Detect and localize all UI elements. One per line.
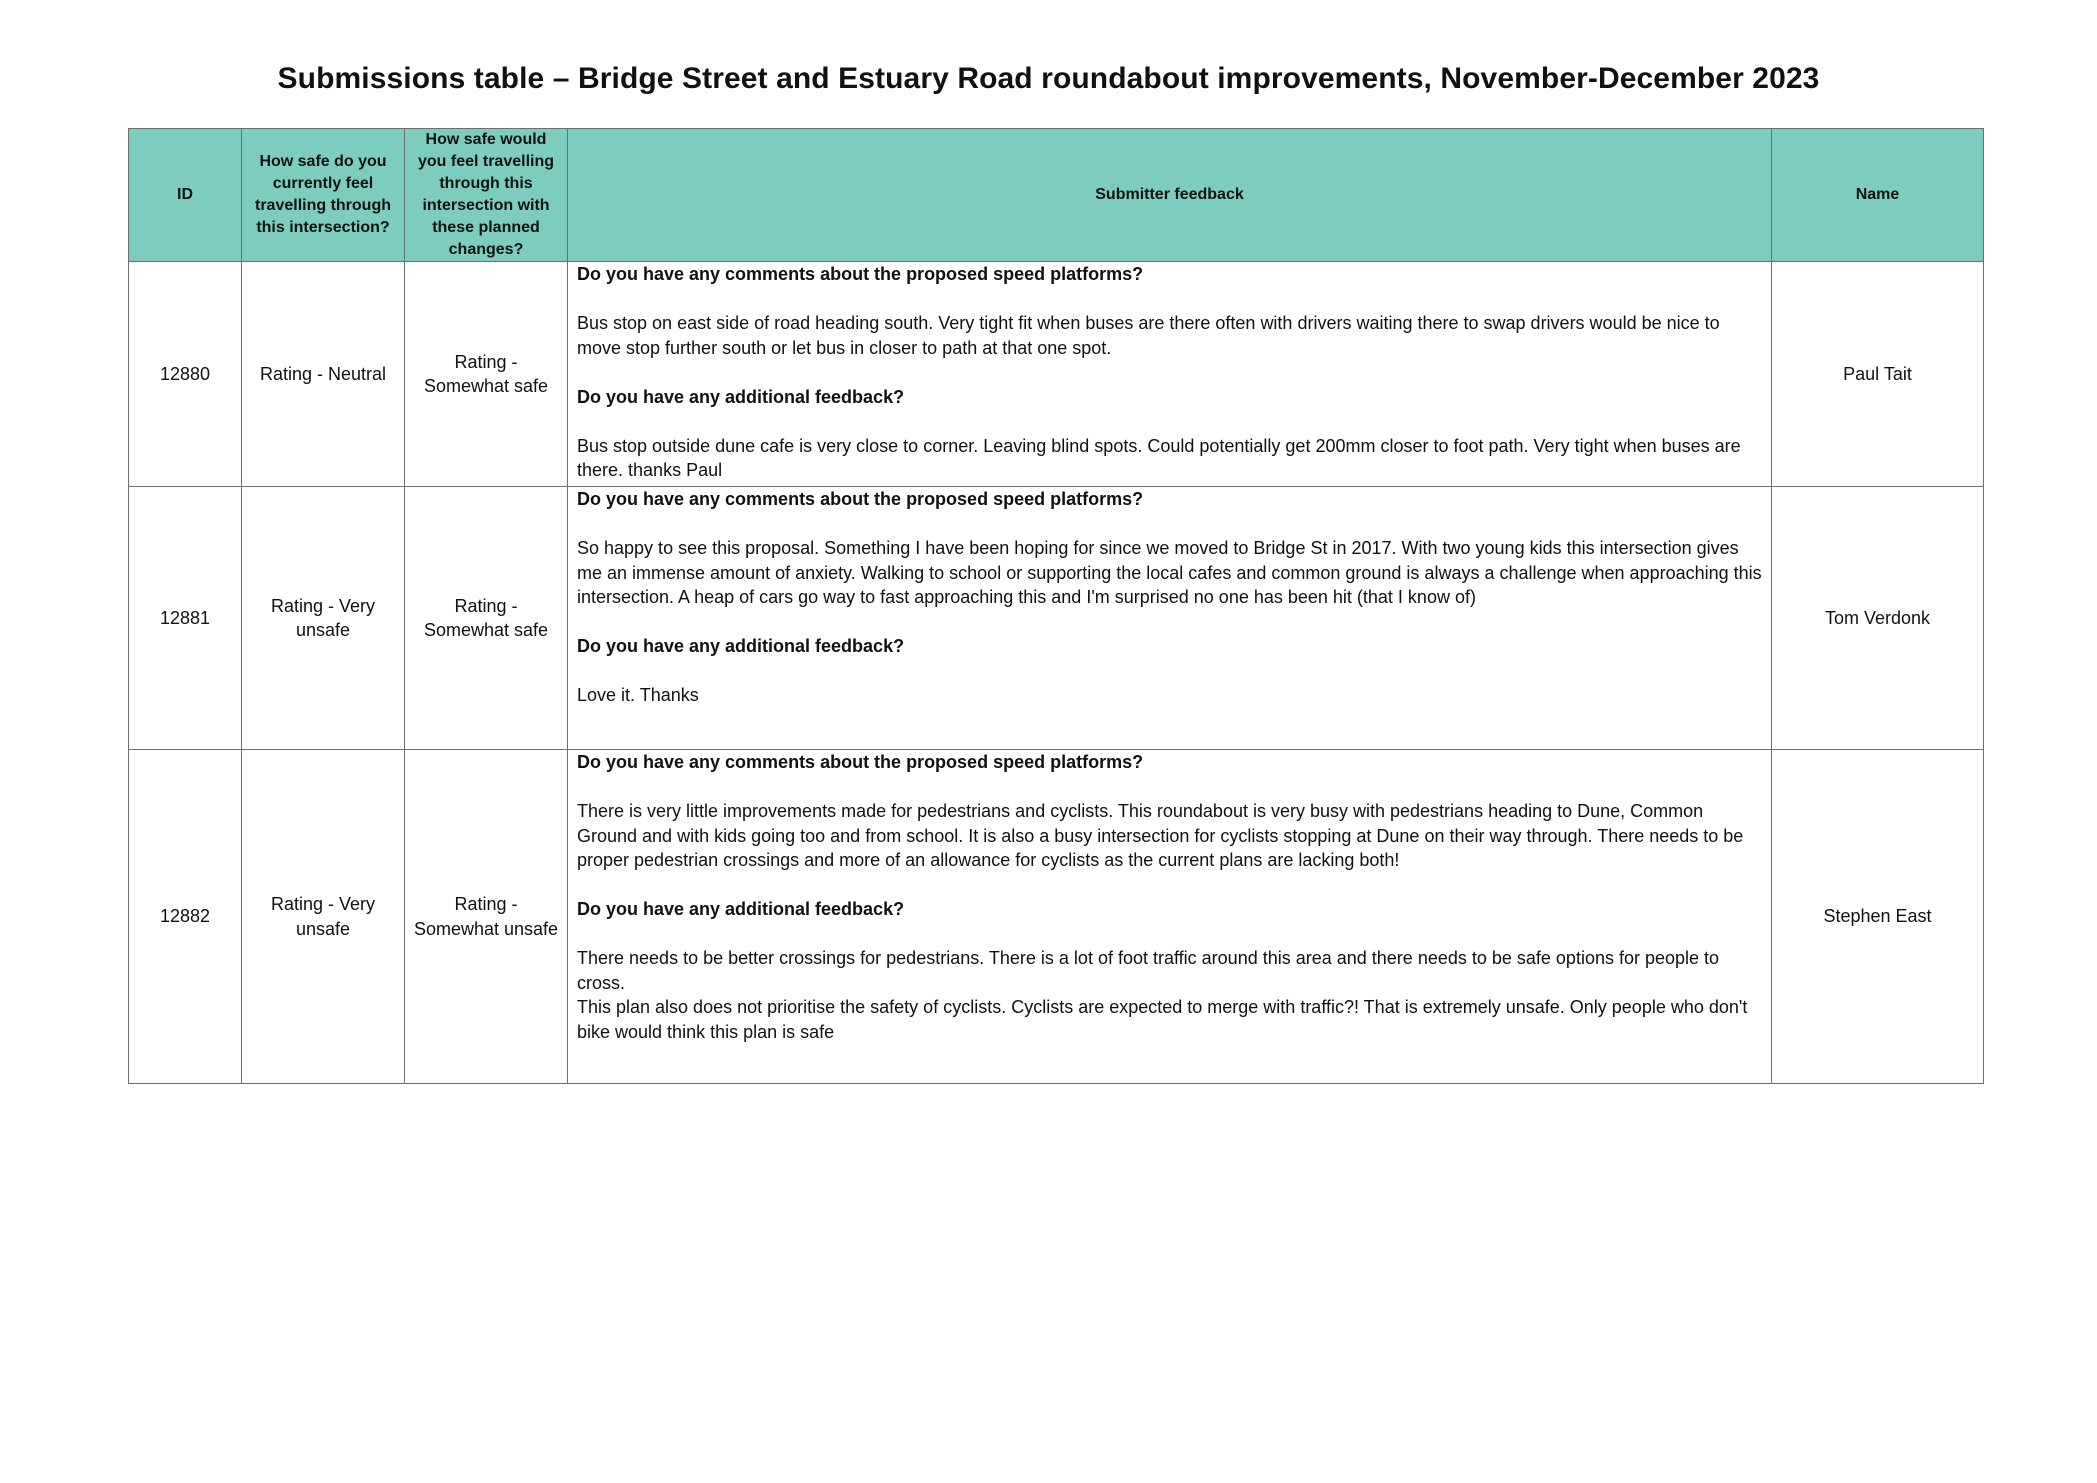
- header-row: [129, 129, 1984, 262]
- submitter-name: Paul Tait: [1772, 262, 1984, 487]
- column-header-planned-safety: How safe would you feel travelling through this intersection with these planned changes?: [405, 129, 568, 262]
- submitter-name: Stephen East: [1772, 750, 1984, 1084]
- submission-id: 12880: [129, 262, 242, 487]
- table-row: [129, 487, 1984, 750]
- speed-platforms-answer: So happy to see this proposal. Something I have been hoping for since we moved to Bridge St in 2017. With two young kids this intersection gives me an immense amount of anxiety. Walking to school or supporting the local cafes and common ground is always a challenge when approaching this intersection. A heap of cars go way to fast approaching this and I'm surprised no one has been hit (that I know of): [577, 538, 1762, 607]
- planned-safety-rating: Rating - Somewhat unsafe: [405, 750, 568, 1084]
- submitter-feedback: [568, 487, 1772, 750]
- current-safety-rating: Rating - Very unsafe: [242, 750, 405, 1084]
- column-header-current-safety: How safe do you currently feel travelling through this intersection?: [242, 129, 405, 262]
- page-title: Submissions table – Bridge Street and Estuary Road roundabout improvements, November-December 2023: [277, 62, 1820, 95]
- column-header-id: ID: [129, 129, 242, 262]
- additional-feedback-answer: There needs to be better crossings for pedestrians. There is a lot of foot traffic around this area and there needs to be safe options for people to cross.: [577, 948, 1720, 993]
- speed-platforms-question: Do you have any comments about the proposed speed platforms?: [577, 264, 1144, 284]
- column-header-name: Name: [1772, 129, 1984, 262]
- planned-safety-rating: Rating - Somewhat safe: [405, 262, 568, 487]
- additional-feedback-question: Do you have any additional feedback?: [577, 899, 905, 919]
- additional-feedback-answer-continued: This plan also does not prioritise the safety of cyclists. Cyclists are expected to merge with traffic?! That is extremely unsafe. Only people who don't bike would think this plan is safe: [577, 997, 1748, 1042]
- submissions-table: [128, 128, 1984, 1084]
- submitter-name: Tom Verdonk: [1772, 487, 1984, 750]
- speed-platforms-answer: There is very little improvements made for pedestrians and cyclists. This roundabout is very busy with pedestrians heading to Dune, Common Ground and with kids going too and from school. It is also a busy intersection for cyclists stopping at Dune on their way through. There needs to be proper pedestrian crossings and more of an allowance for cyclists as the current plans are lacking both!: [577, 801, 1744, 870]
- submission-id: 12881: [129, 487, 242, 750]
- submitter-feedback: [568, 750, 1772, 1084]
- table-row: [129, 262, 1984, 487]
- additional-feedback-answer: Love it. Thanks: [577, 685, 699, 705]
- planned-safety-rating: Rating - Somewhat safe: [405, 487, 568, 750]
- additional-feedback-answer: Bus stop outside dune cafe is very close to corner. Leaving blind spots. Could potentially get 200mm closer to foot path. Very tight when buses are there. thanks Paul: [577, 435, 1741, 480]
- speed-platforms-answer: Bus stop on east side of road heading south. Very tight fit when buses are there often with drivers waiting there to swap drivers would be nice to move stop further south or let bus in closer to path at that one spot.: [577, 313, 1720, 358]
- speed-platforms-question: Do you have any comments about the proposed speed platforms?: [577, 489, 1144, 509]
- column-header-feedback: Submitter feedback: [568, 129, 1772, 262]
- additional-feedback-question: Do you have any additional feedback?: [577, 636, 905, 656]
- additional-feedback-question: Do you have any additional feedback?: [577, 386, 905, 407]
- speed-platforms-question: Do you have any comments about the proposed speed platforms?: [577, 752, 1144, 772]
- submitter-feedback: [568, 262, 1772, 487]
- current-safety-rating: Rating - Neutral: [242, 262, 405, 487]
- table-row: [129, 750, 1984, 1084]
- submission-id: 12882: [129, 750, 242, 1084]
- current-safety-rating: Rating - Very unsafe: [242, 487, 405, 750]
